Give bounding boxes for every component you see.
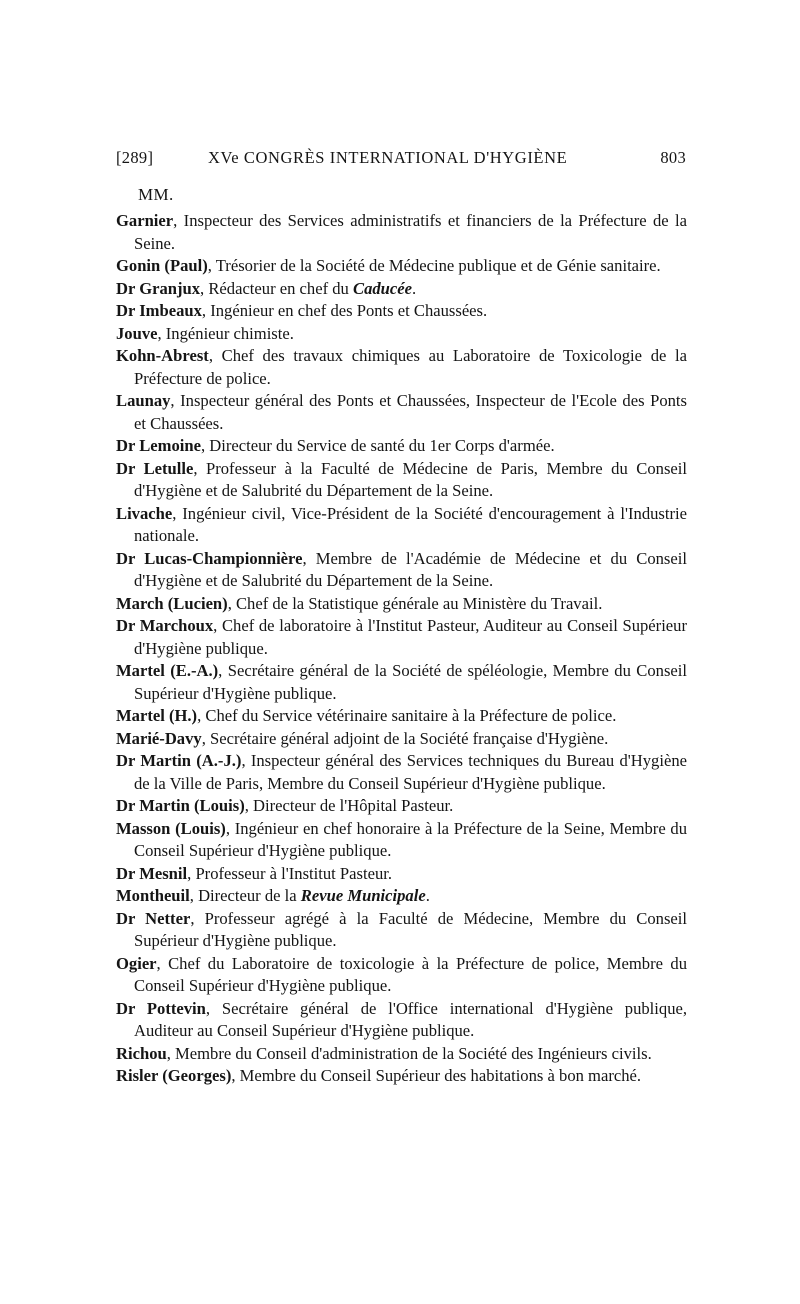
list-item — [116, 953, 687, 998]
member-description: , Inspecteur des Services administratifs et financiers de la Préfecture de la Seine. — [134, 211, 687, 253]
member-name: Marié-Davy — [116, 728, 202, 748]
list-item — [116, 548, 687, 593]
list-item — [116, 390, 687, 435]
list-item — [116, 795, 687, 818]
member-description: , Membre du Conseil d'administration de la Société des Ingénieurs civils. — [166, 1043, 652, 1063]
running-head — [116, 148, 686, 174]
journal-title: Revue Municipale — [300, 886, 426, 905]
member-name: Martel (E.-A.) — [116, 661, 219, 680]
member-description: , Membre de l'Académie de Médecine et du Conseil d'Hygiène et de Salubrité du Département de la Seine. — [134, 548, 687, 590]
member-name: Dr Lucas-Championnière — [116, 548, 303, 568]
member-description-end: . — [412, 278, 417, 298]
list-item — [116, 255, 687, 278]
member-name: Risler (Georges) — [116, 1066, 232, 1085]
list-item — [116, 435, 687, 458]
member-name: Livache — [116, 503, 173, 523]
member-name: Dr Imbeaux — [116, 301, 202, 320]
member-name: Masson (Louis) — [116, 818, 226, 838]
member-description: , Membre du Conseil Supérieur des habitations à bon marché. — [231, 1066, 642, 1085]
member-name: Dr Granjux — [116, 278, 201, 298]
member-description: , Rédacteur en chef du — [200, 278, 354, 298]
member-name: Dr Marchoux — [116, 616, 214, 635]
member-description: , Ingénieur en chef des Ponts et Chaussées. — [201, 301, 488, 320]
member-description: , Directeur de la — [189, 886, 301, 905]
member-description-end: . — [425, 886, 430, 905]
salutation: MM. — [138, 185, 174, 204]
member-description: , Chef du Laboratoire de toxicologie à la Préfecture de police, Membre du Conseil Supérieur d'Hygiène publique. — [134, 953, 687, 995]
member-description: , Professeur à l'Institut Pasteur. — [187, 863, 392, 883]
list-item — [116, 885, 687, 908]
member-name: Montheuil — [116, 886, 190, 905]
list-item — [116, 345, 687, 390]
list-item — [116, 705, 687, 728]
member-name: Richou — [116, 1043, 167, 1063]
member-description: , Chef de laboratoire à l'Institut Pasteur, Auditeur au Conseil Supérieur d'Hygiène publique. — [134, 616, 687, 658]
list-item — [116, 615, 687, 660]
list-item — [116, 210, 687, 255]
member-description: , Secrétaire général adjoint de la Société française d'Hygiène. — [201, 728, 609, 748]
member-name: Ogier — [116, 953, 157, 973]
list-item — [116, 728, 687, 751]
list-item — [116, 1065, 687, 1088]
folio: [289] — [116, 148, 154, 167]
member-description: , Chef de la Statistique générale au Ministère du Travail. — [227, 593, 603, 613]
member-name: Launay — [116, 391, 171, 410]
member-name: Dr Lemoine — [116, 436, 201, 455]
list-item — [116, 750, 687, 795]
member-name: Dr Letulle — [116, 458, 194, 478]
member-description: , Inspecteur général des Ponts et Chaussées, Inspecteur de l'Ecole des Ponts et Chaussées. — [134, 391, 687, 433]
member-description: , Professeur agrégé à la Faculté de Médecine, Membre du Conseil Supérieur d'Hygiène publique. — [134, 908, 688, 950]
list-item — [116, 863, 687, 886]
list-item — [116, 998, 687, 1043]
member-description: , Directeur du Service de santé du 1er Corps d'armée. — [200, 436, 555, 455]
member-description: , Ingénieur en chef honoraire à la Préfecture de la Seine, Membre du Conseil Supérieur d'Hygiène publique. — [134, 818, 688, 860]
journal-title: Caducée — [353, 278, 413, 298]
member-description: , Ingénieur chimiste. — [157, 323, 294, 343]
member-description: , Directeur de l'Hôpital Pasteur. — [244, 796, 454, 815]
member-description: , Trésorier de la Société de Médecine publique et de Génie sanitaire. — [207, 256, 661, 275]
page-number: 803 — [660, 148, 686, 167]
member-list — [116, 210, 687, 1088]
member-description: , Secrétaire général de l'Office international d'Hygiène publique, Auditeur au Conseil Supérieur d'Hygiène publique. — [134, 998, 688, 1040]
member-name: Kohn-Abrest — [116, 346, 209, 365]
list-item — [116, 458, 687, 503]
member-description: , Chef des travaux chimiques au Laboratoire de Toxicologie de la Préfecture de police. — [134, 346, 687, 388]
member-description: , Inspecteur général des Services techniques du Bureau d'Hygiène de la Ville de Paris, Membre du Conseil Supérieur d'Hygiène publique. — [134, 751, 687, 793]
list-item — [116, 300, 687, 323]
member-name: March (Lucien) — [116, 593, 228, 613]
list-item — [116, 503, 687, 548]
member-name: Dr Martin (A.-J.) — [116, 751, 242, 770]
member-name: Gonin (Paul) — [116, 256, 208, 275]
member-description: , Secrétaire général de la Société de spéléologie, Membre du Conseil Supérieur d'Hygiène publique. — [134, 661, 687, 703]
member-description: , Chef du Service vétérinaire sanitaire à la Préfecture de police. — [197, 706, 617, 725]
member-name: Jouve — [116, 323, 158, 343]
member-name: Dr Pottevin — [116, 998, 206, 1018]
list-item — [116, 1043, 687, 1066]
list-item — [116, 323, 687, 346]
member-name: Dr Mesnil — [116, 863, 188, 883]
list-item — [116, 818, 687, 863]
running-title: XVe CONGRÈS INTERNATIONAL D'HYGIÈNE — [208, 148, 568, 167]
list-item — [116, 908, 687, 953]
member-description: , Professeur à la Faculté de Médecine de Paris, Membre du Conseil d'Hygiène et de Salubrité du Département de la Seine. — [134, 458, 687, 500]
list-item — [116, 278, 687, 301]
member-description: , Ingénieur civil, Vice-Président de la Société d'encouragement à l'Industrie nationale. — [134, 503, 687, 545]
list-item — [116, 660, 687, 705]
list-item — [116, 593, 687, 616]
member-name: Martel (H.) — [116, 706, 198, 725]
member-name: Dr Netter — [116, 908, 191, 928]
member-name: Garnier — [116, 211, 174, 230]
member-name: Dr Martin (Louis) — [116, 796, 245, 815]
